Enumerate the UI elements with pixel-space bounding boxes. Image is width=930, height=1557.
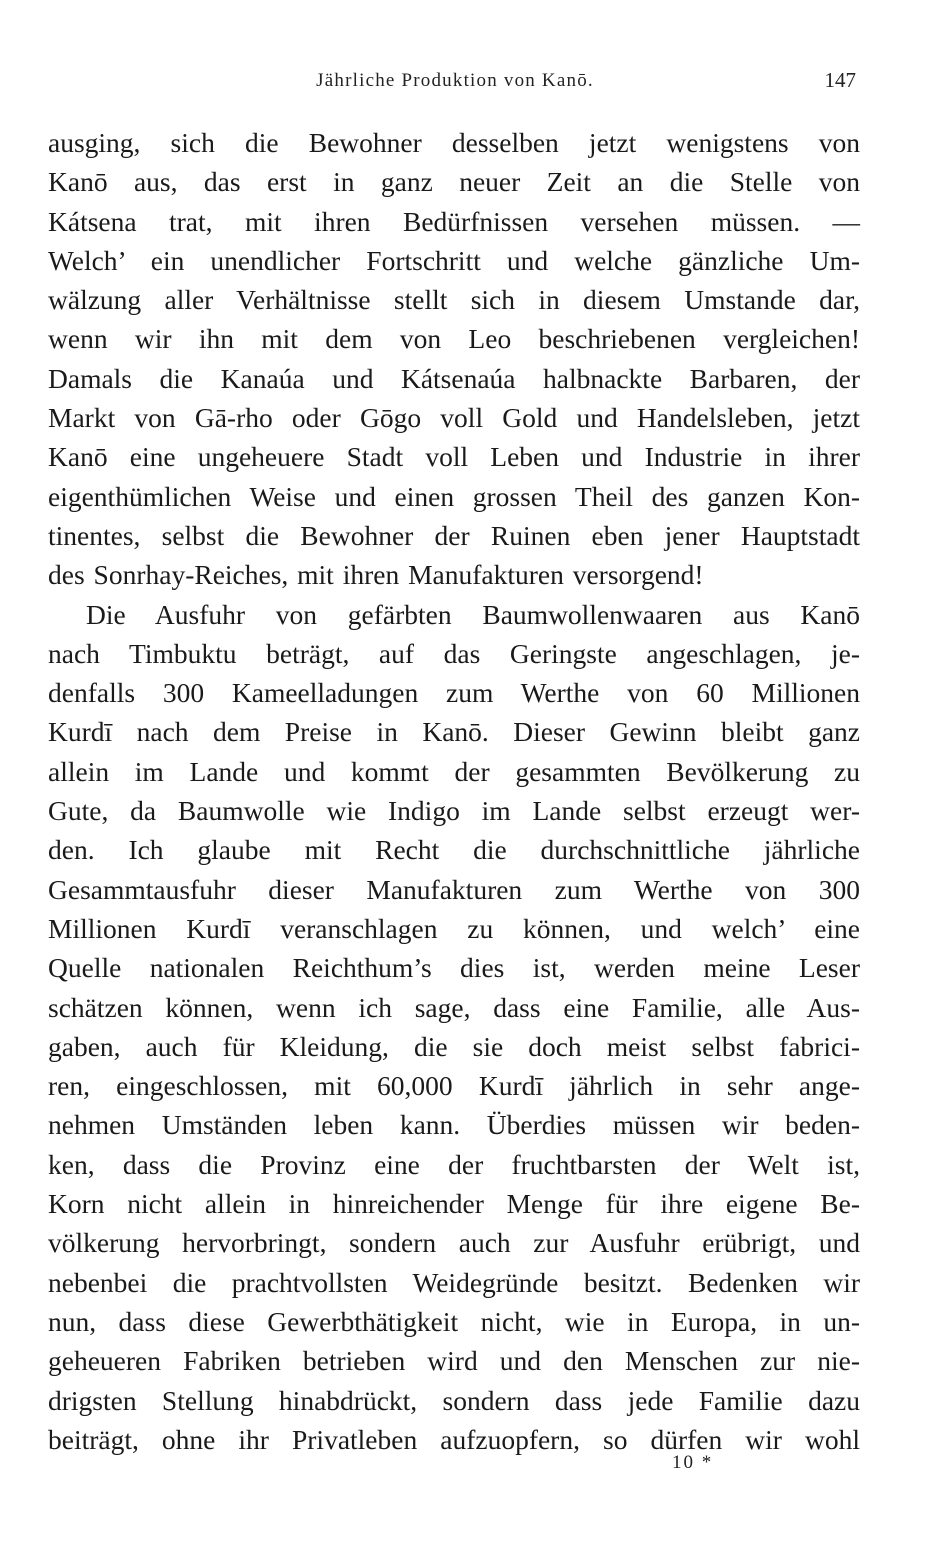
page-number: 147 xyxy=(824,68,856,92)
text-line: ren, eingeschlossen, mit 60,000 Kurdī jährlich in sehr ange- xyxy=(48,1070,860,1102)
text-line: Korn nicht allein in hinreichender Menge für ihre eigene Be- xyxy=(48,1188,860,1220)
text-line: den. Ich glaube mit Recht die durchschnittliche jährliche xyxy=(48,834,860,866)
paragraph-end-line: des Sonrhay-Reiches, mit ihren Manufakturen versorgend! xyxy=(48,559,704,591)
text-line: Damals die Kanaúa und Kátsenaúa halbnackte Barbaren, der xyxy=(48,362,860,394)
running-head-title: Jährliche Produktion von Kanō. xyxy=(316,70,594,91)
running-head xyxy=(50,70,860,100)
text-line: völkerung hervorbringt, sondern auch zur Ausfuhr erübrigt, und xyxy=(48,1227,860,1259)
text-line: nebenbei die prachtvollsten Weidegründe besitzt. Bedenken wir xyxy=(48,1266,860,1298)
signature-mark: 10 * xyxy=(672,1452,714,1473)
text-line: Markt von Gā-rho oder Gōgo voll Gold und Handelsleben, jetzt xyxy=(48,402,860,434)
text-line: denfalls 300 Kameelladungen zum Werthe von 60 Millionen xyxy=(48,677,860,709)
text-line: Gute, da Baumwolle wie Indigo im Lande selbst erzeugt wer- xyxy=(48,795,860,827)
text-line: Welch’ ein unendlicher Fortschritt und welche gänzliche Um- xyxy=(48,244,860,276)
text-line: eigenthümlichen Weise und einen grossen Theil des ganzen Kon- xyxy=(48,480,860,512)
text-line: drigsten Stellung hinabdrückt, sondern dass jede Familie dazu xyxy=(48,1384,860,1416)
text-line: wenn wir ihn mit dem von Leo beschriebenen vergleichen! xyxy=(48,323,860,355)
text-line: geheueren Fabriken betrieben wird und den Menschen zur nie- xyxy=(48,1345,860,1377)
paragraph-start-line: Die Ausfuhr von gefärbten Baumwollenwaaren aus Kanō xyxy=(86,598,860,630)
text-line: beiträgt, ohne ihr Privatleben aufzuopfern, so dürfen wir wohl xyxy=(48,1423,860,1455)
text-line: nach Timbuktu beträgt, auf das Geringste angeschlagen, je- xyxy=(48,637,860,669)
body-text xyxy=(48,123,860,1459)
text-line: nun, dass diese Gewerbthätigkeit nicht, wie in Europa, in un- xyxy=(48,1305,860,1337)
text-line: tinentes, selbst die Bewohner der Ruinen eben jener Hauptstadt xyxy=(48,519,860,551)
text-line: Kanō eine ungeheuere Stadt voll Leben und Industrie in ihrer xyxy=(48,441,860,473)
text-line: nehmen Umständen leben kann. Überdies müssen wir beden- xyxy=(48,1109,860,1141)
text-line: schätzen können, wenn ich sage, dass eine Familie, alle Aus- xyxy=(48,991,860,1023)
text-line: wälzung aller Verhältnisse stellt sich in diesem Umstande dar, xyxy=(48,284,860,316)
text-line: Gesammtausfuhr dieser Manufakturen zum Werthe von 300 xyxy=(48,873,860,905)
text-line: Kanō aus, das erst in ganz neuer Zeit an die Stelle von xyxy=(48,166,860,198)
text-line: Quelle nationalen Reichthum’s dies ist, werden meine Leser xyxy=(48,952,860,984)
text-line: ausging, sich die Bewohner desselben jetzt wenigstens von xyxy=(48,127,860,158)
text-line: Kátsena trat, mit ihren Bedürfnissen versehen müssen. — xyxy=(48,205,860,237)
text-line: Millionen Kurdī veranschlagen zu können, und welch’ eine xyxy=(48,912,860,944)
text-line: gaben, auch für Kleidung, die sie doch meist selbst fabrici- xyxy=(48,1030,860,1062)
text-line: Kurdī nach dem Preise in Kanō. Dieser Gewinn bleibt ganz xyxy=(48,716,860,748)
text-line: ken, dass die Provinz eine der fruchtbarsten der Welt ist, xyxy=(48,1148,860,1180)
text-line: allein im Lande und kommt der gesammten Bevölkerung zu xyxy=(48,755,860,787)
